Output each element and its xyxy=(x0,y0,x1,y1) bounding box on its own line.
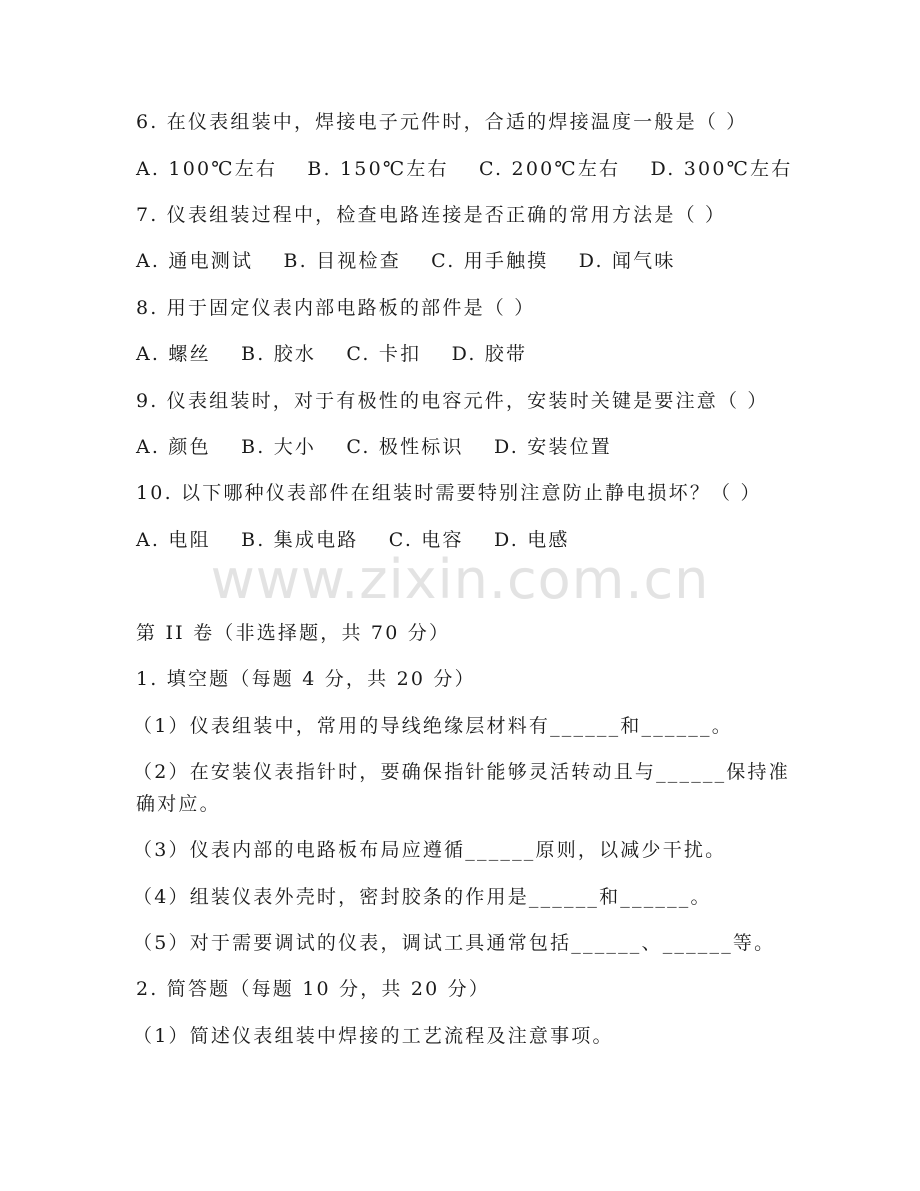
option-b: B. 胶水 xyxy=(241,343,317,365)
option-c: C. 用手触摸 xyxy=(431,250,549,272)
option-d: D. 300℃左右 xyxy=(650,158,793,180)
option-a: A. 100℃左右 xyxy=(136,158,278,180)
option-b: B. 集成电路 xyxy=(241,529,359,551)
option-c: C. 电容 xyxy=(388,529,464,551)
fill-blank-heading: 1. 填空题（每题 4 分，共 20 分） xyxy=(136,668,476,690)
question-10-stem: 10. 以下哪种仪表部件在组装时需要特别注意防止静电损坏？（ ） xyxy=(136,482,762,504)
option-c: C. 极性标识 xyxy=(346,436,464,458)
question-8-options xyxy=(136,342,549,366)
fill-blank-item-3: （3）仪表内部的电路板布局应遵循______原则，以减少干扰。 xyxy=(133,839,727,861)
question-10-options xyxy=(136,528,592,552)
option-a: A. 螺丝 xyxy=(136,343,211,365)
fill-blank-item-2-continued: 确对应。 xyxy=(136,793,221,815)
question-6-options xyxy=(136,157,814,181)
short-answer-item-1: （1）简述仪表组装中焊接的工艺流程及注意事项。 xyxy=(133,1025,614,1047)
watermark: www.zixin.com.cn xyxy=(210,548,710,611)
option-c: C. 200℃左右 xyxy=(479,158,621,180)
question-9-stem: 9. 仪表组装时，对于有极性的电容元件，安装时关键是要注意（ ） xyxy=(136,390,769,412)
question-6-stem: 6. 在仪表组装中，焊接电子元件时，合适的焊接温度一般是（ ） xyxy=(136,111,748,133)
option-b: B. 150℃左右 xyxy=(307,158,449,180)
question-7-options xyxy=(136,249,698,273)
option-a: A. 颜色 xyxy=(136,436,211,458)
fill-blank-item-4: （4）组装仪表外壳时，密封胶条的作用是______和______。 xyxy=(133,886,712,908)
question-7-stem: 7. 仪表组装过程中，检查电路连接是否正确的常用方法是（ ） xyxy=(136,204,727,226)
part2-title: 第 II 卷（非选择题，共 70 分） xyxy=(136,622,451,644)
fill-blank-item-5: （5）对于需要调试的仪表，调试工具通常包括______、______等。 xyxy=(133,932,776,954)
option-a: A. 通电测试 xyxy=(136,250,254,272)
short-answer-heading: 2. 简答题（每题 10 分，共 20 分） xyxy=(136,978,491,1000)
option-d: D. 电感 xyxy=(493,529,570,551)
question-9-options xyxy=(136,435,634,459)
question-8-stem: 8. 用于固定仪表内部电路板的部件是（ ） xyxy=(136,297,536,319)
fill-blank-item-2: （2）在安装仪表指针时，要确保指针能够灵活转动且与______保持准 xyxy=(133,761,790,783)
option-b: B. 目视检查 xyxy=(283,250,401,272)
option-d: D. 胶带 xyxy=(451,343,528,365)
option-c: C. 卡扣 xyxy=(346,343,422,365)
option-a: A. 电阻 xyxy=(136,529,211,551)
fill-blank-item-1: （1）仪表组装中，常用的导线绝缘层材料有______和______。 xyxy=(133,715,733,737)
option-d: D. 安装位置 xyxy=(493,436,612,458)
option-d: D. 闻气味 xyxy=(578,250,676,272)
option-b: B. 大小 xyxy=(241,436,317,458)
